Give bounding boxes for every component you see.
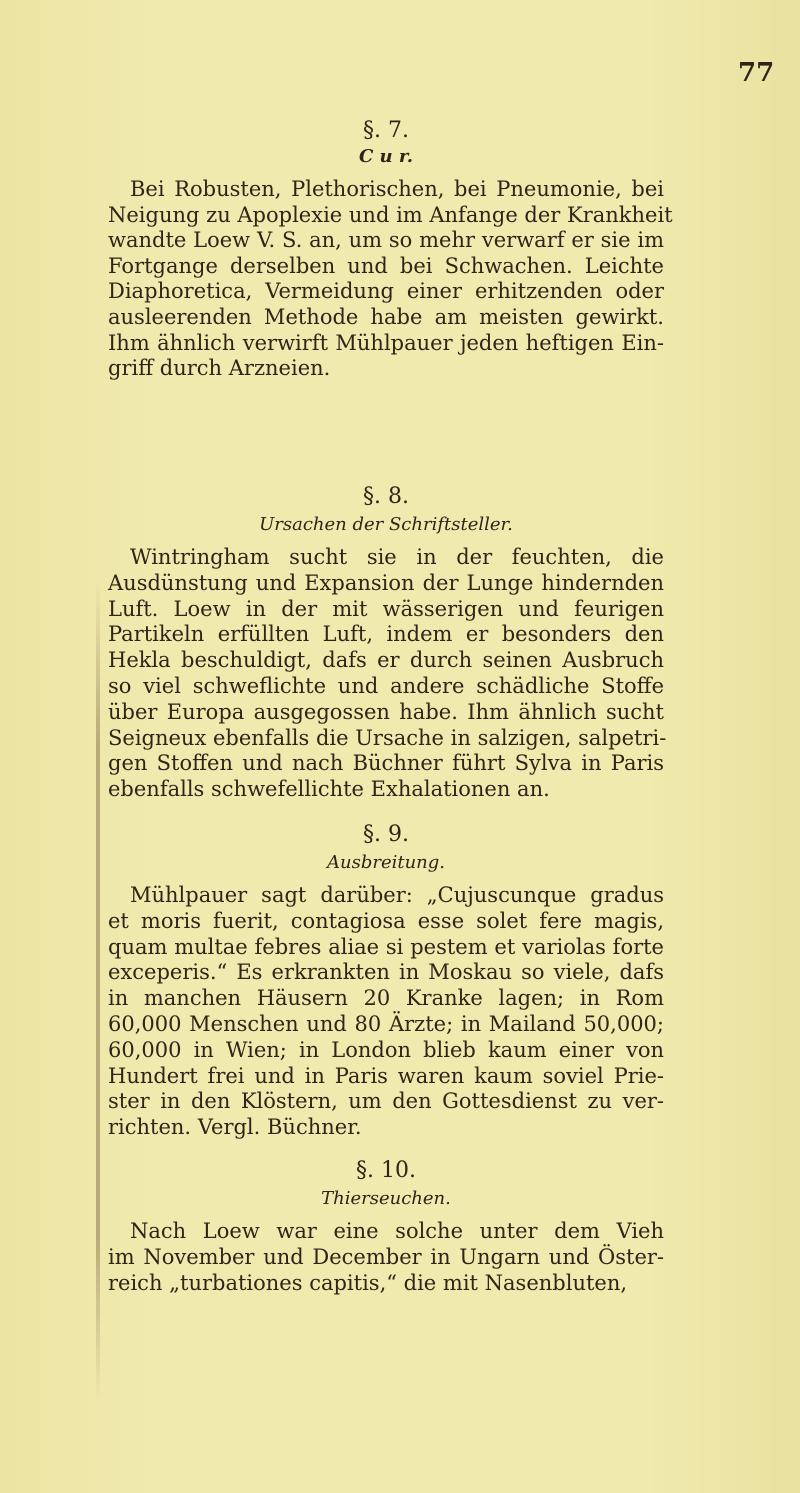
text-line: exceperis.“ Es erkrankten in Moskau so viele, dafs (108, 960, 664, 985)
text-line: Ihm ähnlich verwirft Mühlpauer jeden heftigen Ein- (108, 330, 664, 355)
text-line: Mühlpauer sagt darüber: „Cujuscunque gradus (130, 883, 664, 907)
text-line: griff durch Arzneien. (108, 356, 331, 381)
text-line: Hundert frei und in Paris waren kaum soviel Prie- (108, 1063, 664, 1088)
text-line: Luft. Loew in der mit wässerigen und feurigen (108, 596, 664, 621)
section-title: Ursachen der Schriftsteller. (259, 514, 513, 535)
text-line: quam multae febres aliae si pestem et variolas forte (108, 934, 664, 959)
text-line: Bei Robusten, Plethorischen, bei Pneumonie, bei (130, 177, 664, 201)
text-line: Seigneux ebenfalls die Ursache in salzigen, salpetri- (108, 725, 667, 750)
text-line: ebenfalls schwefellichte Exhalationen an. (108, 777, 550, 802)
text-line: 60,000 Menschen und 80 Ärzte; in Mailand 50,000; (108, 1012, 664, 1036)
text-line: Hekla beschuldigt, dafs er durch seinen Ausbruch (108, 648, 664, 673)
section-number: §. 10. (356, 1158, 416, 1183)
section-number: §. 9. (363, 822, 409, 847)
text-line: ster in den Klöstern, um den Gottesdienst zu ver- (108, 1089, 664, 1114)
text-line: richten. Vergl. Büchner. (108, 1115, 362, 1140)
text-line: Fortgange derselben und bei Schwachen. Leichte (108, 253, 664, 278)
section-number: §. 7. (363, 118, 409, 143)
text-line: Partikeln erfüllten Luft, indem er besonders den (108, 622, 664, 647)
text-line: 60,000 in Wien; in London blieb kaum einer von (108, 1037, 664, 1062)
section-number: §. 8. (363, 484, 409, 509)
section-title: C u r. (358, 146, 414, 167)
text-line: in manchen Häusern 20 Kranke lagen; in Rom (108, 986, 664, 1011)
text-line: so viel schweflichte und andere schädliche Stoffe (108, 674, 664, 698)
text-line: ausleerenden Methode habe am meisten gewirkt. (108, 305, 664, 329)
text-line: im November und December in Ungarn und Öster- (108, 1245, 664, 1269)
text-line: et moris fuerit, contagiosa esse solet fere magis, (108, 908, 664, 933)
text-line: reich „turbationes capitis,“ die mit Nasenbluten, (108, 1271, 628, 1295)
text-line: Neigung zu Apoplexie und im Anfange der Krankheit (108, 202, 673, 227)
page-edge-shadow (96, 580, 100, 1400)
text-line: Ausdünstung und Expansion der Lunge hindernden (108, 570, 664, 595)
text-line: Diaphoretica, Vermeidung einer erhitzenden oder (108, 279, 664, 304)
section-title: Thierseuchen. (321, 1188, 451, 1209)
text-line: Wintringham sucht sie in der feuchten, die (130, 545, 664, 569)
text-line: über Europa ausgegossen habe. Ihm ähnlich sucht (108, 699, 664, 724)
text-line: Nach Loew war eine solche unter dem Vieh (130, 1219, 664, 1243)
page-number: 77 (738, 58, 775, 88)
text-line: gen Stoffen und nach Büchner führt Sylva in Paris (108, 751, 664, 776)
text-line: wandte Loew V. S. an, um so mehr verwarf er sie im (108, 228, 664, 253)
section-title: Ausbreitung. (326, 852, 446, 873)
